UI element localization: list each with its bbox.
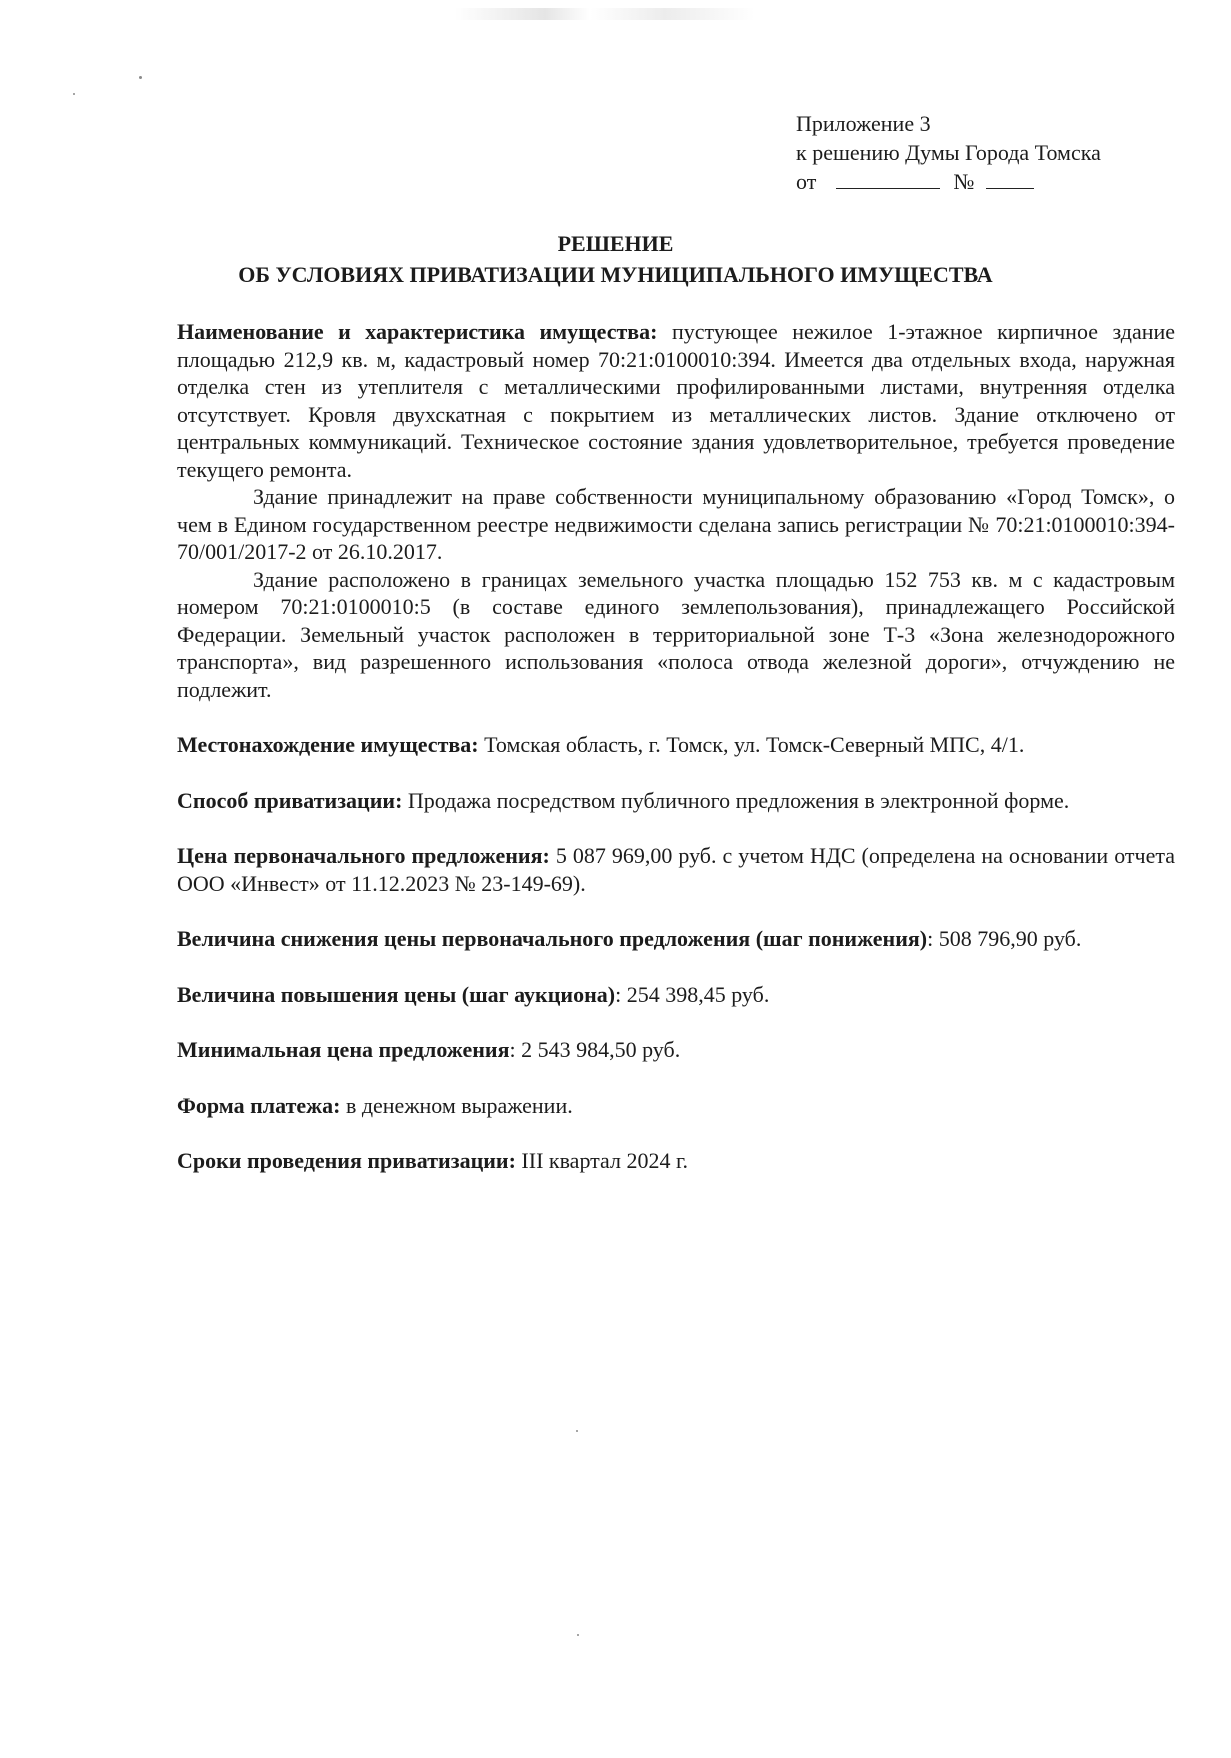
location-label: Местонахождение имущества: [177,732,479,757]
number-blank [986,170,1034,189]
decrease-step-section [177,925,1175,953]
method-text: Продажа посредством публичного предложения в электронной форме. [407,787,1070,813]
document-title [0,228,1231,290]
property-text: пустующее нежилое 1-этажное кирпичное здание площадью 212,9 кв. м, кадастровый номер 70:21:0100010:394. Имеется два отдельных входа, наружная отделка стен из утеплителя с металлическими профилированными листами, внутренняя отделка отсутствует. Кровля двухскатная с покрытием из металлических листов. Здание отключено от центральных коммуникаций. Техническое состояние здания удовлетворительное, требуется проведение текущего ремонта. [177,319,1176,482]
payment-form-section [177,1092,1175,1120]
annex-date-line [796,167,1101,196]
scan-speck [139,76,142,79]
scan-speck [73,93,75,95]
initial-price-label: Цена первоначального предложения: [177,843,550,868]
document-body [177,318,1175,1175]
title-line-1: РЕШЕНИЕ [557,231,674,256]
property-description [177,318,1175,483]
property-land: Здание расположено в границах земельного участка площадью 152 753 кв. м с кадастровым номером 70:21:0100010:5 (в составе единого землепользования), принадлежащего Российской Федерации. Земельный участок расположен в территориальной зоне Т-3 «Зона железнодорожного транспорта», вид разрешенного использования «полоса отвода железной дороги», отчуждению не подлежит. [177,566,1175,702]
initial-price-text: 5 087 969,00 руб. с учетом НДС (определена на основании отчета ООО «Инвест» от 11.12.2023 № 23-149-69). [177,843,1175,896]
property-ownership: Здание принадлежит на праве собственности муниципальному образованию «Город Томск», о чем в Едином государственном реестре недвижимости сделана запись регистрации № 70:21:0100010:394-70/001/2017-2 от 26.10.2017. [177,484,1175,564]
decrease-step-label: Величина снижения цены первоначального предложения (шаг понижения) [177,926,928,951]
date-blank [836,170,940,189]
decrease-step-text: : 508 796,90 руб. [927,926,1082,951]
timing-section [177,1147,1175,1175]
min-price-label: Минимальная цена предложения [177,1037,510,1062]
timing-text: III квартал 2024 г. [521,1148,689,1173]
title-line-2: ОБ УСЛОВИЯХ ПРИВАТИЗАЦИИ МУНИЦИПАЛЬНОГО ИМУЩЕСТВА [238,262,993,287]
scan-smudge [455,8,755,20]
increase-step-section [177,981,1175,1009]
scan-speck [577,1634,579,1636]
increase-step-label: Величина повышения цены (шаг аукциона) [177,981,616,1007]
property-label: Наименование и характеристика имущества: [177,319,658,344]
min-price-text: : 2 543 984,50 руб. [509,1037,681,1062]
location-section [177,731,1175,759]
initial-price-section [177,842,1175,897]
payment-form-text: в денежном выражении. [345,1092,573,1118]
scan-speck [576,1430,578,1432]
annex-header [796,109,1101,196]
method-section [177,787,1175,815]
method-label: Способ приватизации: [177,787,403,813]
min-price-section [177,1036,1175,1064]
annex-from-label: от [796,169,817,194]
annex-number-label: № [953,169,975,194]
increase-step-text: : 254 398,45 руб. [615,981,770,1007]
payment-form-label: Форма платежа: [177,1092,341,1118]
location-text: Томская область, г. Томск, ул. Томск-Северный МПС, 4/1. [484,732,1025,757]
annex-reference: к решению Думы Города Томска [796,140,1101,165]
annex-number: Приложение 3 [796,111,931,136]
timing-label: Сроки проведения приватизации: [177,1148,516,1173]
